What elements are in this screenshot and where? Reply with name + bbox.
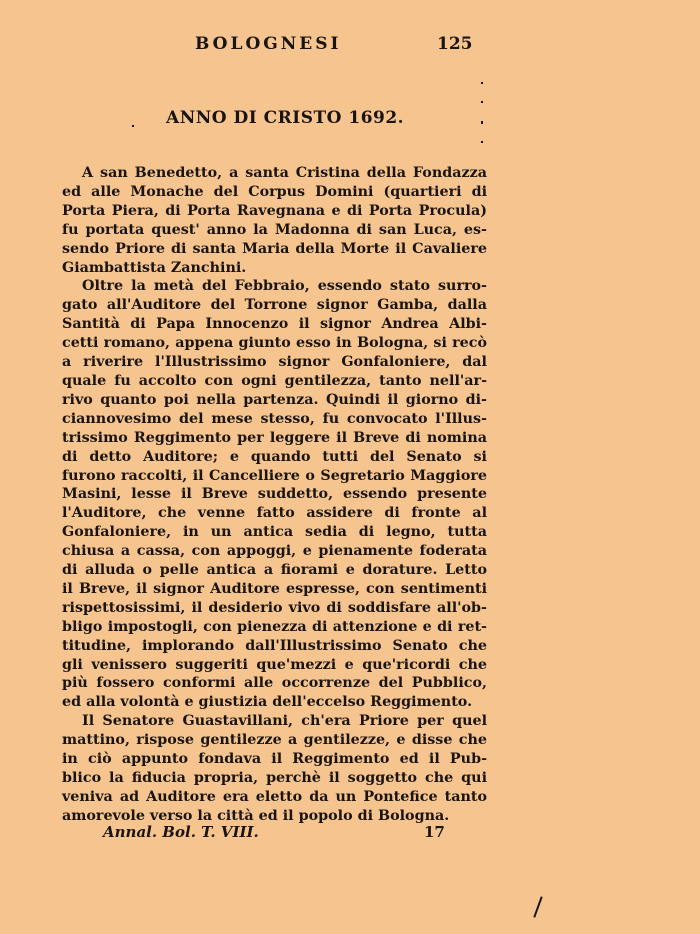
margin-speck xyxy=(481,141,483,143)
text-line: fu portata quest' anno la Madonna di san Luca, es- xyxy=(62,221,487,238)
text-line: bligo impostogli, con pienezza di attenzione e di ret- xyxy=(62,618,487,635)
text-line: gato all'Auditore del Torrone signor Gamba, dalla xyxy=(62,297,487,314)
text-line: gli venissero suggeriti que'mezzi e que'ricordi che xyxy=(62,656,487,673)
stray-pen-mark xyxy=(533,896,542,917)
text-line: di detto Auditore; e quando tutti del Senato si xyxy=(62,448,487,465)
text-line: furono raccolti, il Cancelliere o Segretario Maggiore xyxy=(62,467,487,484)
signature-mark: Annal. Bol. T. VIII. xyxy=(103,823,259,841)
margin-speck xyxy=(481,121,483,124)
page-number: 125 xyxy=(437,34,473,54)
text-line: quale fu accolto con ogni gentilezza, tanto nell'ar- xyxy=(62,372,487,389)
margin-speck xyxy=(481,82,483,84)
text-line: di alluda o pelle antica a fiorami e dorature. Letto xyxy=(62,562,487,579)
section-title: ANNO DI CRISTO 1692. xyxy=(166,108,405,128)
text-line: titudine, implorando dall'Illustrissimo Senato che xyxy=(62,637,487,654)
text-line: l'Auditore, che venne fatto assidere di fronte al xyxy=(62,505,487,522)
text-line: Gonfaloniere, in un antica sedia di legno, tutta xyxy=(62,524,487,541)
text-line: A san Benedetto, a santa Cristina della Fondazza xyxy=(82,165,487,181)
margin-speck xyxy=(132,125,134,127)
text-line: cetti romano, appena giunto esso in Bologna, si recò xyxy=(62,335,487,352)
text-line: chiusa a cassa, con appoggi, e pienamente foderata xyxy=(62,543,487,560)
text-line: il Breve, il signor Auditore espresse, con sentimenti xyxy=(62,580,487,597)
text-line: in ciò appunto fondava il Reggimento ed il Pub- xyxy=(62,751,487,768)
sheet-number: 17 xyxy=(424,823,445,841)
text-line: ed alla volontà e giustizia dell'eccelso Reggimento. xyxy=(62,694,473,711)
text-line: Oltre la metà del Febbraio, essendo stato surro- xyxy=(82,278,487,295)
running-head: BOLOGNESI xyxy=(195,34,342,54)
text-line: più fossero conformi alle occorrenze del Pubblico, xyxy=(62,675,487,692)
text-line: amorevole verso la città ed il popolo di Bologna. xyxy=(62,807,450,824)
text-line: ed alle Monache del Corpus Domini (quartieri di xyxy=(62,183,487,200)
text-line: Santità di Papa Innocenzo il signor Andrea Albi- xyxy=(62,316,487,333)
text-line: Masini, lesse il Breve suddetto, essendo presente xyxy=(62,486,487,503)
text-line: rivo quanto poi nella partenza. Quindi il giorno di- xyxy=(62,391,487,408)
text-line: blico la fiducia propria, perchè il soggetto che qui xyxy=(62,770,487,786)
text-line: Giambattista Zanchini. xyxy=(62,259,247,276)
margin-speck xyxy=(481,101,483,103)
text-line: a riverire l'Illustrissimo signor Gonfaloniere, dal xyxy=(62,354,487,371)
text-line: Il Senatore Guastavillani, ch'era Priore per quel xyxy=(82,713,487,730)
body-text xyxy=(62,164,487,826)
text-line: Porta Piera, di Porta Ravegnana e di Porta Procula) xyxy=(62,202,487,219)
text-line: mattino, rispose gentilezze a gentilezze, e disse che xyxy=(62,732,487,749)
text-line: sendo Priore di santa Maria della Morte il Cavaliere xyxy=(62,240,487,257)
text-line: veniva ad Auditore era eletto da un Pontefice tanto xyxy=(62,788,487,805)
text-line: trissimo Reggimento per leggere il Breve di nomina xyxy=(62,429,487,446)
text-line: rispettosissimi, il desiderio vivo di soddisfare all'ob- xyxy=(62,599,487,616)
text-line: ciannovesimo del mese stesso, fu convocato l'Illus- xyxy=(62,410,487,427)
